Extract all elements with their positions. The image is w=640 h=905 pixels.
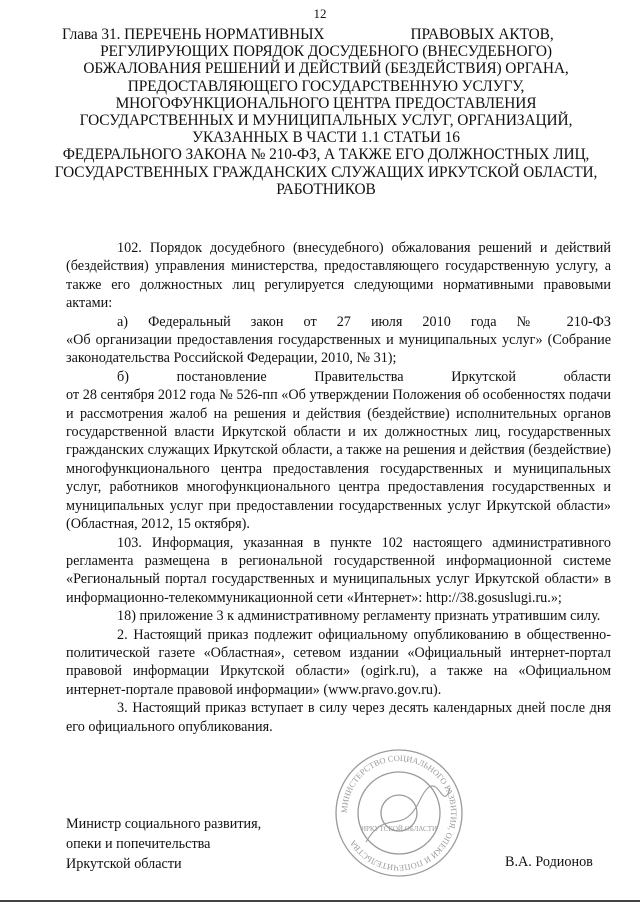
- signer-position-line: Иркутской области: [66, 856, 182, 872]
- signer-position-line: Министр социального развития,: [66, 816, 262, 832]
- signature-block: [66, 814, 261, 874]
- item-a-text: «Об организации предоставления государственных и муниципальных услуг» (Собрание законодательства Российской Федерации, 2010, № 31);: [66, 332, 611, 367]
- heading-line: ГОСУДАРСТВЕННЫХ ГРАЖДАНСКИХ СЛУЖАЩИХ ИРКУТСКОЙ ОБЛАСТИ,: [54, 163, 598, 181]
- signature-scribble: [366, 786, 450, 842]
- paragraph-18: 18) приложение 3 к административному регламенту признать утратившим силу.: [117, 608, 601, 625]
- heading-line: УКАЗАННЫХ В ЧАСТИ 1.1 СТАТЬИ 16: [192, 129, 460, 147]
- official-stamp: [332, 746, 466, 880]
- heading-line: [52, 26, 600, 43]
- paragraph-3: 3. Настоящий приказ вступает в силу через десять календарных дней после дня его официального опубликования.: [66, 700, 611, 735]
- heading-line: РЕГУЛИРУЮЩИХ ПОРЯДОК ДОСУДЕБНОГО (ВНЕСУДЕБНОГО): [100, 43, 552, 61]
- heading-line-part: ПРАВОВЫХ АКТОВ,: [410, 26, 554, 43]
- heading-line: РАБОТНИКОВ: [276, 180, 376, 198]
- item-b-line: б) постановление Правительства Иркутской области: [117, 368, 611, 385]
- heading-line: ПРЕДОСТАВЛЯЮЩЕГО ГОСУДАРСТВЕННУЮ УСЛУГУ,: [127, 77, 525, 95]
- heading-line: МНОГОФУНКЦИОНАЛЬНОГО ЦЕНТРА ПРЕДОСТАВЛЕНИЯ: [115, 94, 537, 112]
- heading-line: ГОСУДАРСТВЕННЫХ И МУНИЦИПАЛЬНЫХ УСЛУГ, ОРГАНИЗАЦИЙ,: [79, 112, 573, 130]
- document-body: [66, 239, 611, 736]
- page-bottom-edge: [0, 900, 640, 902]
- paragraph-2: 2. Настоящий приказ подлежит официальному опубликованию в общественно-политической газете «Областная», сетевом издании «Официальный интернет-портал правовой информации Иркутской области» (ogirk.ru), а также на «Официальном интернет-портале правовой информации» (www.pravo.gov.ru).: [66, 626, 611, 698]
- signer-name: В.А. Родионов: [505, 854, 593, 870]
- heading-line-part: Глава 31. ПЕРЕЧЕНЬ НОРМАТИВНЫХ: [62, 26, 325, 43]
- stamp-inner-text: ИРКУТСКОЙ ОБЛАСТИ: [360, 825, 438, 833]
- signer-position-line: опеки и попечительства: [66, 836, 211, 852]
- item-b-text: от 28 сентября 2012 года № 526-пп «Об утверждении Положения об особенностях подачи и рассмотрения жалоб на решения и действия (бездействие) исполнительных органов государственной власти Иркутской области и их должностных лиц, государственных гражданских служащих Иркутской области, а также на решения и действия (бездействие) многофункционального центра предоставления государственных и муниципальных услуг, работников многофункционального центра предоставления государственных и муниципальных услуг при предоставлении государственных услуг Иркутской области» (Областная, 2012, 15 октября).: [66, 387, 611, 533]
- item-a-line: а) Федеральный закон от 27 июля 2010 года № 210-ФЗ: [117, 313, 611, 330]
- chapter-heading: [52, 26, 600, 198]
- heading-line: ОБЖАЛОВАНИЯ РЕШЕНИЙ И ДЕЙСТВИЙ (БЕЗДЕЙСТВИЯ) ОРГАНА,: [83, 60, 569, 78]
- stamp-outer-text: МИНИСТЕРСТВО СОЦИАЛЬНОГО РАЗВИТИЯ, ОПЕКИ И ПОПЕЧИТЕЛЬСТВА: [339, 753, 459, 873]
- stamp-ring: [336, 750, 462, 876]
- heading-line: ФЕДЕРАЛЬНОГО ЗАКОНА № 210-ФЗ, А ТАКЖЕ ЕГО ДОЛЖНОСТНЫХ ЛИЦ,: [62, 146, 590, 164]
- paragraph-102: 102. Порядок досудебного (внесудебного) обжалования решений и действий (бездействия) управления министерства, предоставляющего государственную услугу, а также его должностных лиц регулируется следующими нормативными правовыми актами:: [66, 240, 611, 312]
- page-number: 12: [313, 6, 327, 21]
- paragraph-103: 103. Информация, указанная в пункте 102 настоящего административного регламента размещена в региональной государственной информационной системе «Региональный портал государственных и муниципальных услуг Иркутской области» в информационно-телекоммуникационной сети «Интернет»: http://38.gosuslugi.ru.»;: [66, 534, 611, 606]
